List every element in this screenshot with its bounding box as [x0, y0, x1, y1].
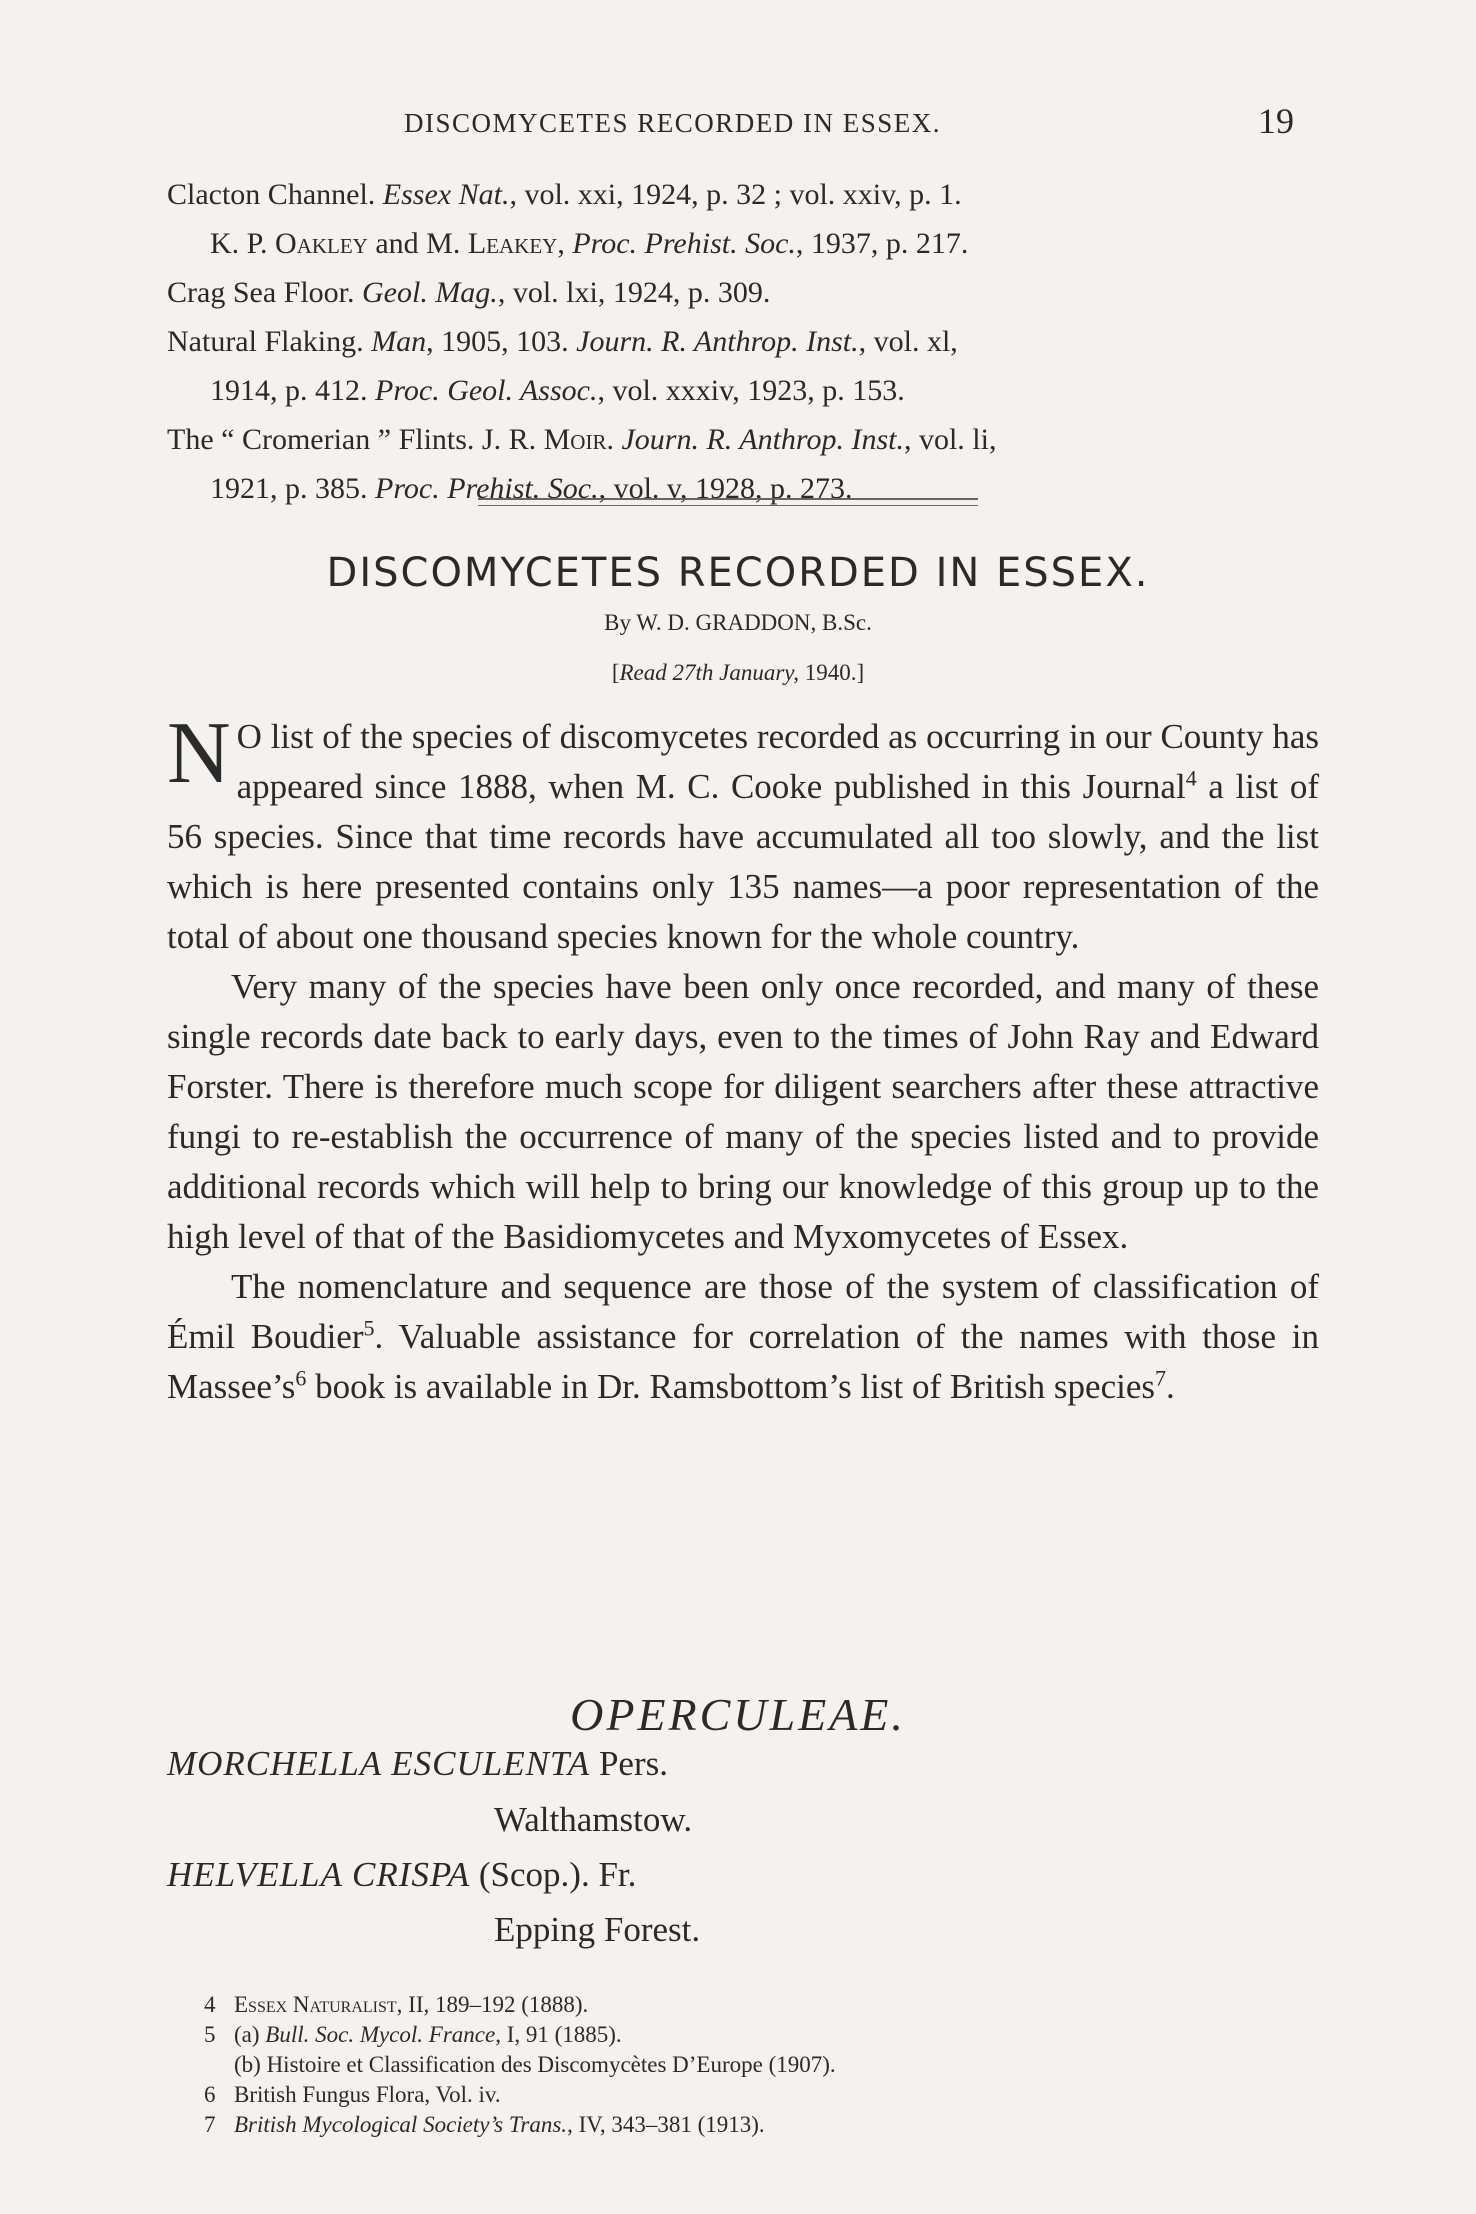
body-paragraph: [167, 962, 1319, 1262]
text-run: , vol. xxxiv, 1923, p. 153.: [597, 374, 905, 407]
page-number: 19: [1258, 101, 1294, 141]
article-title: DISCOMYCETES RECORDED IN ESSEX.: [326, 550, 1150, 596]
species-locality: Epping Forest.: [494, 1910, 701, 1949]
text-run: , 1905, 103.: [426, 325, 577, 358]
text-run: O list of the species of discomycetes recorded as occurring in our County has appeared since 1888, when M. C. Cooke published in this Journal: [236, 717, 1319, 806]
species-entry: [167, 1744, 668, 1784]
footnote-ref: 5: [363, 1315, 375, 1341]
running-head: [0, 100, 1476, 148]
text-run: Geol. Mag.: [362, 276, 498, 309]
text-run: 1914, p. 412.: [210, 374, 375, 407]
text-run: Bull. Soc. Mycol. France: [265, 2022, 496, 2047]
reference-line: [167, 268, 1327, 317]
body-paragraph: [167, 705, 1320, 962]
text-run: a list of 56 species. Since that time records have accumulated all too slowly, and the list which is here presented contains only 135 names—a poor representation of the total of about one thousand species known for the whole country.: [167, 767, 1320, 956]
footnote: [204, 2080, 836, 2110]
text-run: ,: [557, 227, 573, 260]
footnote-mark: 7: [204, 2112, 216, 2137]
footnote: [204, 1990, 836, 2020]
running-head-title: DISCOMYCETES RECORDED IN ESSEX.: [404, 108, 942, 138]
read-date-open: [: [611, 660, 620, 685]
footnote-ref: 4: [1185, 765, 1197, 791]
text-run: Proc. Geol. Assoc.: [375, 374, 598, 407]
text-run: , vol. xl,: [858, 325, 958, 358]
text-run: Leakey: [467, 227, 558, 260]
reference-line: [167, 317, 1327, 366]
text-run: , I, 91 (1885).: [495, 2022, 622, 2047]
text-run: and M.: [367, 227, 468, 260]
species-name: MORCHELLA ESCULENTA: [167, 1744, 591, 1783]
drop-cap: N: [167, 705, 231, 802]
text-run: , vol. xxi, 1924, p. 32 ; vol. xxiv, p. 1.: [509, 178, 962, 211]
text-run: Essex Nat.: [382, 178, 510, 211]
footnote: [204, 2020, 836, 2050]
text-run: Essex Naturalist: [234, 1992, 397, 2017]
section-heading: OPERCULEAE.: [570, 1689, 906, 1740]
footnote: [204, 2050, 836, 2080]
footnote-mark: 5: [204, 2022, 216, 2047]
text-run: Very many of the species have been only once recorded, and many of these single records date back to early days, even to the times of John Ray and Edward Forster. There is therefore much scope for diligent searchers after these attractive fungi to re-establish the occurrence of many of the species listed and to provide additional records which will help to bring our knowledge of this group up to the high level of that of the Basidiomycetes and Myxomycetes of Essex.: [167, 967, 1319, 1256]
text-run: 1921, p. 385.: [210, 472, 375, 505]
text-run: book is available in Dr. Ramsbottom’s list of British species: [306, 1367, 1155, 1406]
article-byline: By W. D. GRADDON, B.Sc.: [604, 610, 872, 635]
text-run: The “ Cromerian ” Flints. J. R.: [167, 423, 544, 456]
text-run: Moir: [543, 423, 607, 456]
text-run: Journ. R. Anthrop. Inst.: [621, 423, 904, 456]
text-run: , vol. li,: [903, 423, 997, 456]
text-run: .: [1166, 1367, 1175, 1406]
text-run: Natural Flaking.: [167, 325, 372, 358]
reference-line: [167, 366, 1327, 415]
footnote: [204, 2110, 836, 2140]
text-run: Proc. Prehist. Soc.: [572, 227, 796, 260]
text-run: Clacton Channel.: [167, 178, 383, 211]
species-locality: Walthamstow.: [494, 1800, 693, 1839]
text-run: , II, 189–192 (1888).: [396, 1992, 589, 2017]
text-run: British Mycological Society’s Trans.: [234, 2112, 568, 2137]
text-run: Proc. Prehist. Soc.: [375, 472, 599, 505]
text-run: Oakley: [275, 227, 368, 260]
divider-rule-thin: [478, 505, 978, 506]
species-entry: [167, 1855, 636, 1895]
text-run: (a): [234, 2022, 266, 2047]
text-run: , 1937, p. 217.: [795, 227, 969, 260]
text-run: Man: [371, 325, 427, 358]
reference-list: [167, 170, 1327, 513]
text-run: , vol. v, 1928, p. 273.: [598, 472, 853, 505]
read-date-close: 1940.]: [799, 660, 865, 685]
species-authority: Pers.: [590, 1744, 668, 1783]
text-run: , vol. lxi, 1924, p. 309.: [497, 276, 771, 309]
footnote-ref: 7: [1155, 1365, 1166, 1391]
footnotes: [204, 1990, 836, 2140]
body-paragraph: [167, 1262, 1319, 1412]
species-authority: (Scop.). Fr.: [470, 1855, 637, 1894]
text-run: . Valuable assistance for correlation of the names with those in Massee’s: [167, 1317, 1320, 1406]
article-body: [167, 705, 1320, 1412]
reference-line: [167, 170, 1327, 219]
read-date: [0, 660, 1476, 686]
text-run: The nomenclature and sequence are those of the system of classification of Émil Boudier: [167, 1267, 1319, 1356]
footnote-mark: 6: [204, 2082, 216, 2107]
text-run: .: [606, 423, 622, 456]
reference-line: [167, 415, 1327, 464]
species-name: HELVELLA CRISPA: [167, 1855, 471, 1894]
divider-rule: [478, 498, 978, 500]
text-run: (b) Histoire et Classification des Discomycètes D’Europe (1907).: [234, 2052, 836, 2077]
footnote-mark: 4: [204, 1992, 216, 2017]
text-run: K. P.: [210, 227, 276, 260]
text-run: Crag Sea Floor.: [167, 276, 362, 309]
text-run: British Fungus Flora, Vol. iv.: [234, 2082, 501, 2107]
read-date-italic: Read 27th January,: [619, 660, 799, 685]
text-run: Journ. R. Anthrop. Inst.: [576, 325, 859, 358]
text-run: , IV, 343–381 (1913).: [567, 2112, 765, 2137]
reference-line: [167, 219, 1327, 268]
footnote-ref: 6: [295, 1365, 307, 1391]
